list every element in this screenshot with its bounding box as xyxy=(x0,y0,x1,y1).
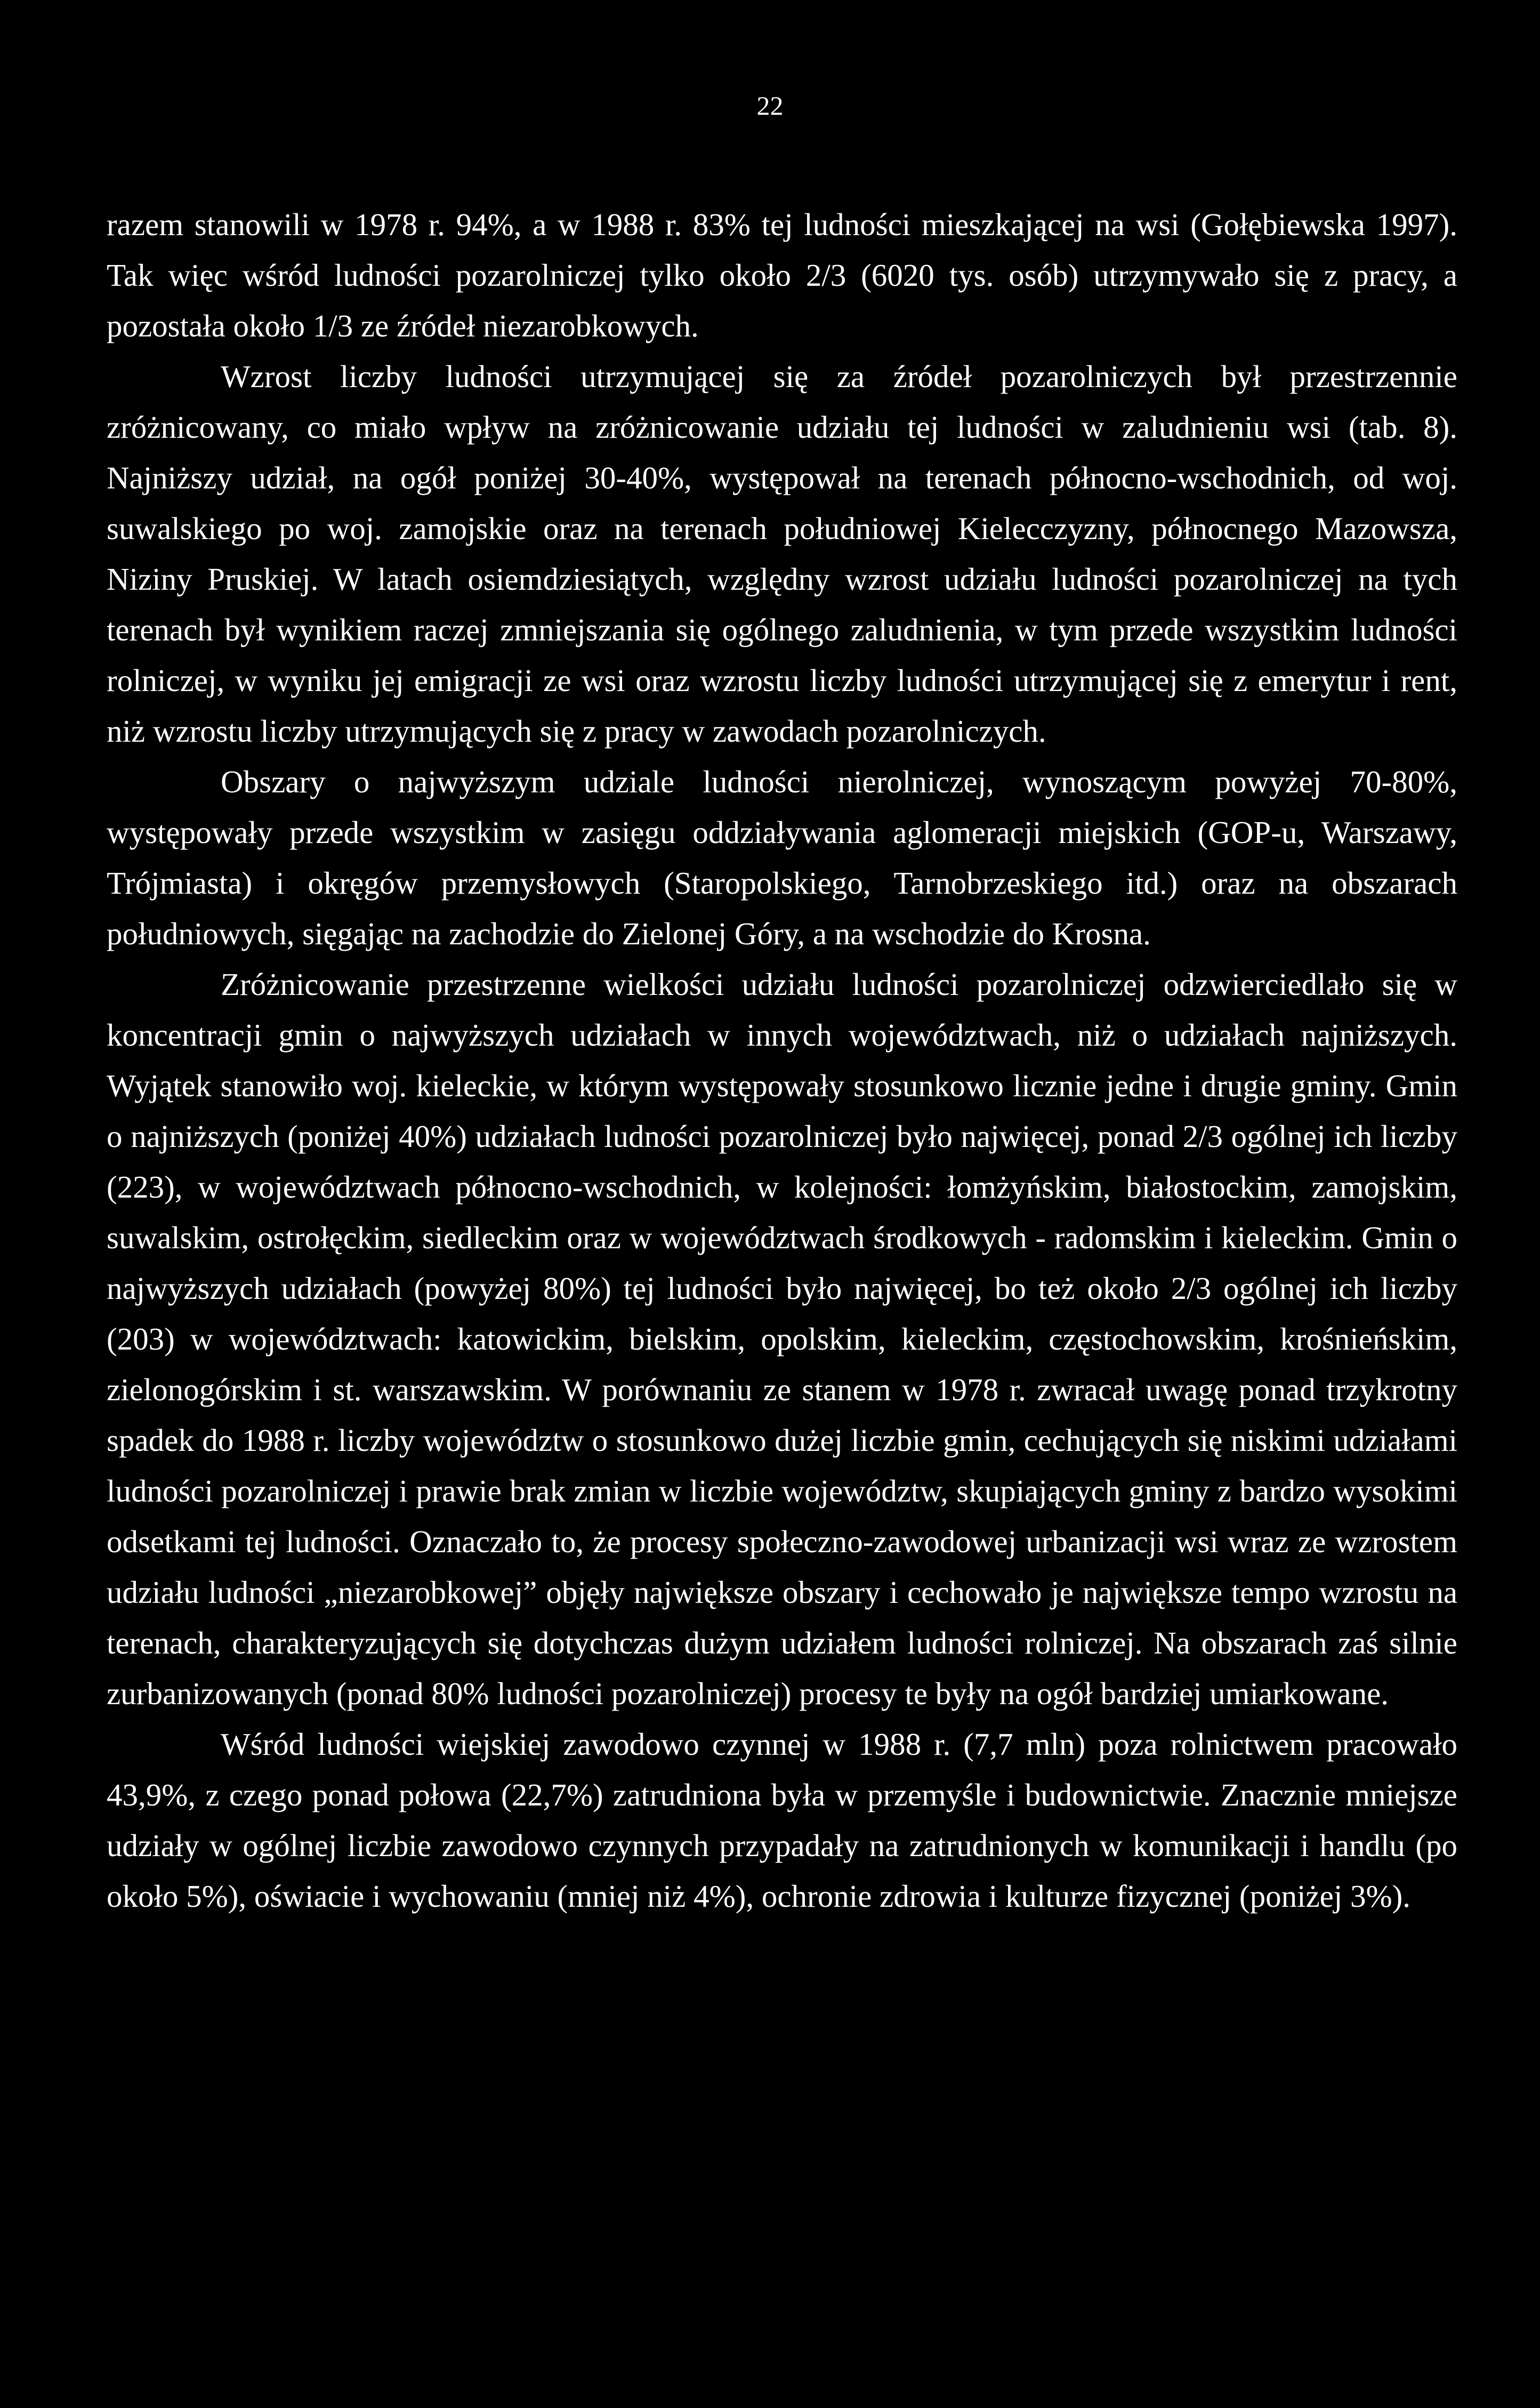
paragraph: Wzrost liczby ludności utrzymującej się za źródeł pozarolniczych był przestrzennie zróżnicowany, co miało wpływ na zróżnicowanie udziału tej ludności w zaludnieniu wsi (tab. 8). Najniższy udział, na ogół poniżej 30-40%, występował na terenach północno-wschodnich, od woj. suwalskiego po woj. zamojskie oraz na terenach południowej Kielecczyzny, północnego Mazowsza, Niziny Pruskiej. W latach osiemdziesiątych, względny wzrost udziału ludności pozarolniczej na tych terenach był wynikiem raczej zmniejszania się ogólnego zaludnienia, w tym przede wszystkim ludności rolniczej, w wyniku jej emigracji ze wsi oraz wzrostu liczby ludności utrzymującej się z emerytur i rent, niż wzrostu liczby utrzymujących się z pracy w zawodach pozarolniczych. xyxy=(107,359,1457,749)
paragraph: Zróżnicowanie przestrzenne wielkości udziału ludności pozarolniczej odzwierciedlało się w koncentracji gmin o najwyższych udziałach w innych województwach, niż o udziałach najniższych. Wyjątek stanowiło woj. kieleckie, w którym występowały stosunkowo licznie jedne i drugie gminy. Gmin o najniższych (poniżej 40%) udziałach ludności pozarolniczej było najwięcej, ponad 2/3 ogólnej ich liczby (223), w województwach północno-wschodnich, w kolejności: łomżyńskim, białostockim, zamojskim, suwalskim, ostrołęckim, siedleckim oraz w województwach środkowych - radomskim i kieleckim. Gmin o najwyższych udziałach (powyżej 80%) tej ludności było najwięcej, bo też około 2/3 ogólnej ich liczby (203) w województwach: katowickim, bielskim, opolskim, kieleckim, częstochowskim, krośnieńskim, zielonogórskim i st. warszawskim. W porównaniu ze stanem w 1978 r. zwracał uwagę ponad trzykrotny spadek do 1988 r. liczby województw o stosunkowo dużej liczbie gmin, cechujących się niskimi udziałami ludności pozarolniczej i prawie brak zmian w liczbie województw, skupiających gminy z bardzo wysokimi odsetkami tej ludności. Oznaczało to, że procesy społeczno-zawodowej urbanizacji wsi wraz ze wzrostem udziału ludności „niezarobkowej” objęły największe obszary i cechowało je największe tempo wzrostu na terenach, charakteryzujących się dotychczas dużym udziałem ludności rolniczej. Na obszarach zaś silnie zurbanizowanych (ponad 80% ludności pozarolniczej) procesy te były na ogół bardziej umiarkowane. xyxy=(107,967,1457,1711)
page-number: 22 xyxy=(756,91,784,121)
paragraph: Obszary o najwyższym udziale ludności nierolniczej, wynoszącym powyżej 70-80%, występowały przede wszystkim w zasięgu oddziaływania aglomeracji miejskich (GOP-u, Warszawy, Trójmiasta) i okręgów przemysłowych (Staropolskiego, Tarnobrzeskiego itd.) oraz na obszarach południowych, sięgając na zachodzie do Zielonej Góry, a na wschodzie do Krosna. xyxy=(107,764,1457,951)
text-body xyxy=(107,199,1457,1922)
paragraph-continuation: razem stanowili w 1978 r. 94%, a w 1988 r. 83% tej ludności mieszkającej na wsi (Gołębiewska 1997). Tak więc wśród ludności pozarolniczej tylko około 2/3 (6020 tys. osób) utrzymywało się z pracy, a pozostała około 1/3 ze źródeł niezarobkowych. xyxy=(107,207,1457,343)
paragraph: Wśród ludności wiejskiej zawodowo czynnej w 1988 r. (7,7 mln) poza rolnictwem pracowało 43,9%, z czego ponad połowa (22,7%) zatrudniona była w przemyśle i budownictwie. Znacznie mniejsze udziały w ogólnej liczbie zawodowo czynnych przypadały na zatrudnionych w komunikacji i handlu (po około 5%), oświacie i wychowaniu (mniej niż 4%), ochronie zdrowia i kulturze fizycznej (poniżej 3%). xyxy=(107,1727,1457,1914)
